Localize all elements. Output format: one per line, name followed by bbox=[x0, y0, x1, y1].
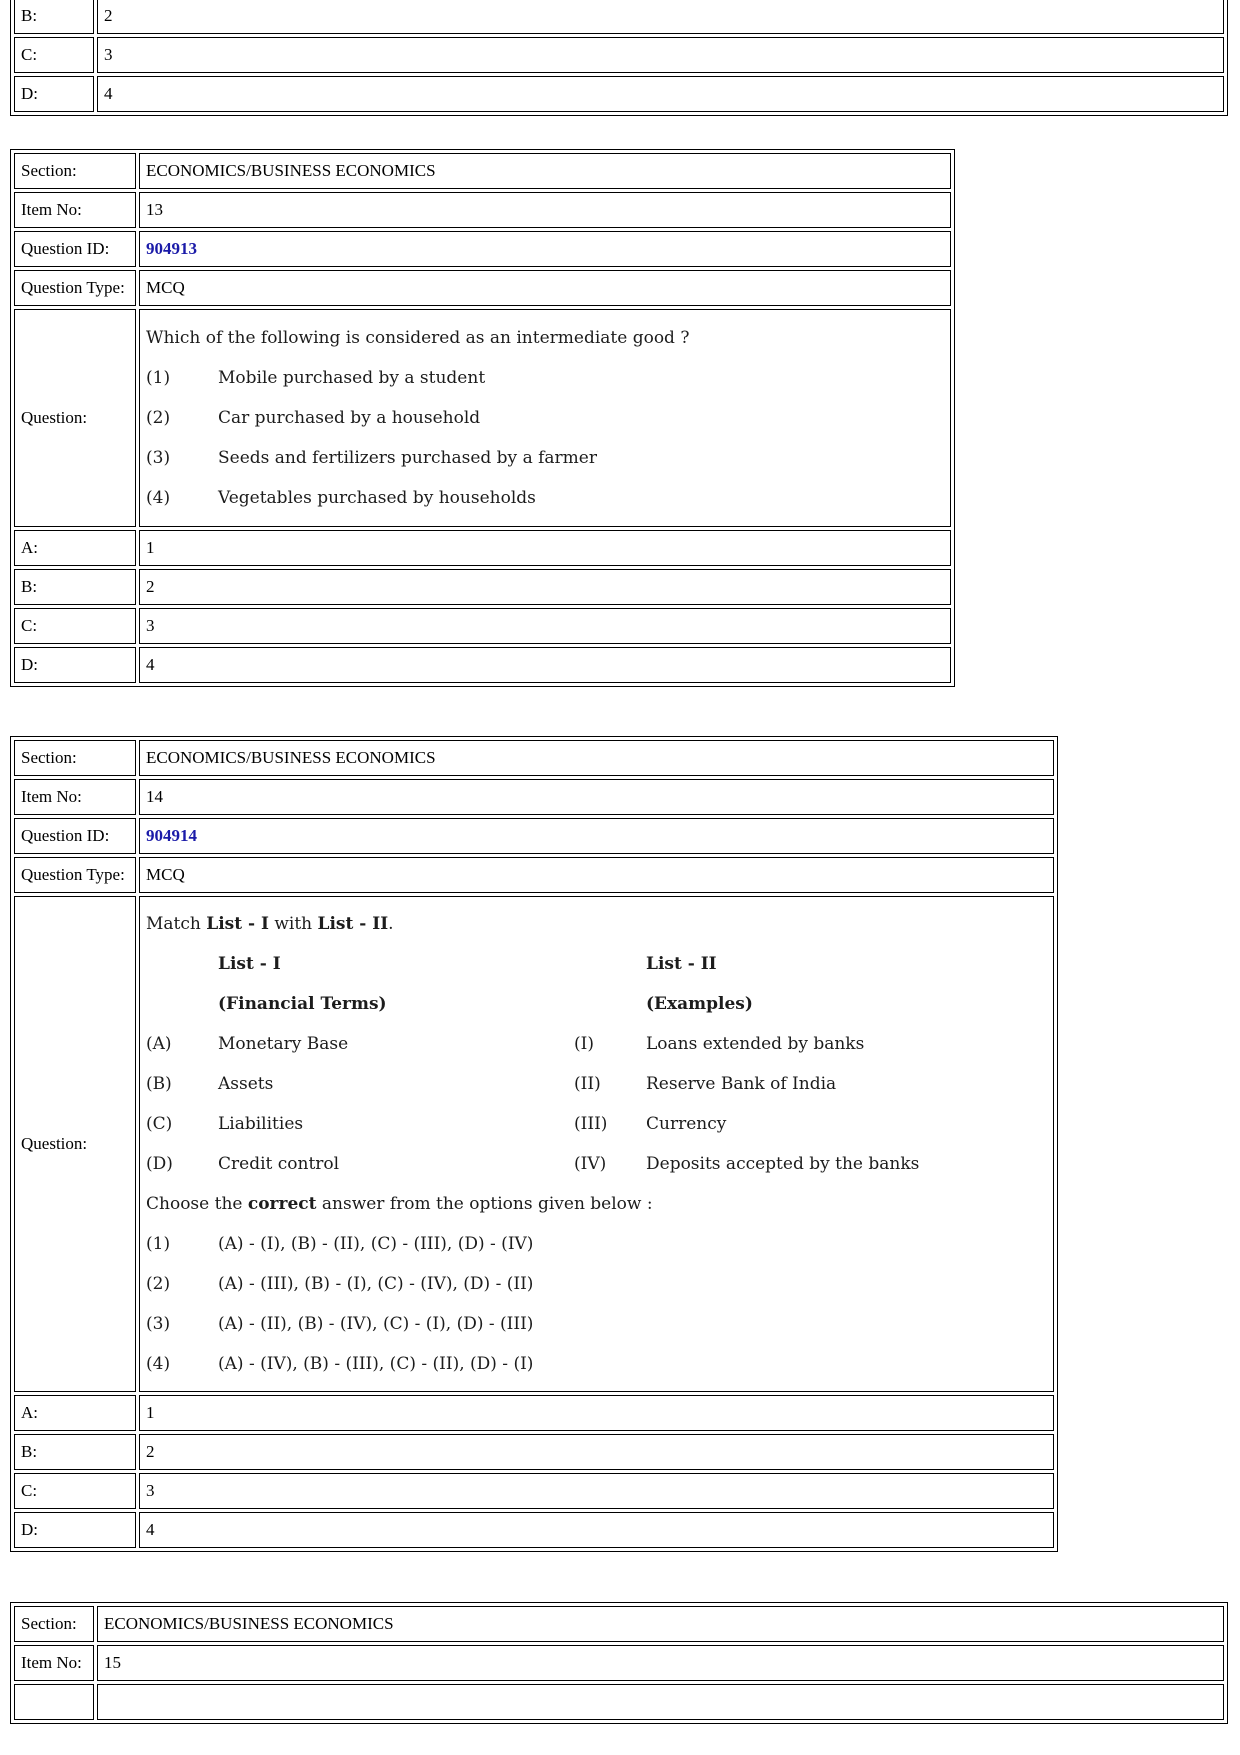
option-number: (4) bbox=[146, 1354, 171, 1374]
stem-text: with bbox=[268, 914, 318, 934]
question-type-value: MCQ bbox=[139, 270, 951, 306]
list-1-number: (A) bbox=[146, 1034, 172, 1054]
list-2-number: (II) bbox=[574, 1074, 601, 1094]
option-a-label: A: bbox=[14, 530, 136, 566]
list-2-item: Reserve Bank of India bbox=[646, 1074, 837, 1094]
list-1-item: Monetary Base bbox=[218, 1034, 349, 1054]
item-no-value: 15 bbox=[97, 1645, 1224, 1681]
question-id-label: Question ID: bbox=[14, 818, 136, 854]
option-b-value: 2 bbox=[97, 0, 1224, 34]
question-type-label: Question Type: bbox=[14, 270, 136, 306]
stem-bold-list-1: List - I bbox=[206, 914, 269, 934]
option-c-label: C: bbox=[14, 37, 94, 73]
item-no-value: 14 bbox=[139, 779, 1054, 815]
item-no-value: 13 bbox=[139, 192, 951, 228]
section-label: Section: bbox=[14, 1606, 94, 1642]
question-content bbox=[139, 896, 1054, 1392]
question-block-13 bbox=[10, 149, 955, 687]
question-block-previous bbox=[10, 0, 1228, 116]
option-d-label: D: bbox=[14, 76, 94, 112]
option-line-2 bbox=[146, 398, 944, 438]
question-block-15 bbox=[10, 1602, 1228, 1724]
question-block-14 bbox=[10, 736, 1058, 1552]
question-label: Question: bbox=[14, 896, 136, 1392]
stem-text: Match bbox=[146, 914, 207, 934]
option-c-value: 3 bbox=[139, 608, 951, 644]
instruction-text: answer from the options given below : bbox=[316, 1194, 653, 1214]
option-b-value: 2 bbox=[139, 569, 951, 605]
option-number: (2) bbox=[146, 1274, 171, 1294]
option-c-label: C: bbox=[14, 608, 136, 644]
option-number: (1) bbox=[146, 368, 171, 388]
option-c-value: 3 bbox=[139, 1473, 1054, 1509]
list-1-number: (B) bbox=[146, 1074, 172, 1094]
list-2-item: Currency bbox=[646, 1114, 727, 1134]
option-b-value: 2 bbox=[139, 1434, 1054, 1470]
list-2-number: (I) bbox=[574, 1034, 594, 1054]
match-row bbox=[146, 1104, 1047, 1144]
option-a-value: 1 bbox=[139, 1395, 1054, 1431]
option-number: (3) bbox=[146, 448, 171, 468]
list-2-header: List - II bbox=[646, 954, 717, 974]
option-b-label: B: bbox=[14, 569, 136, 605]
option-text: (A) - (I), (B) - (II), (C) - (III), (D) - (IV) bbox=[218, 1234, 534, 1254]
truncated-row-value bbox=[97, 1684, 1224, 1720]
list-subheaders bbox=[146, 984, 1047, 1024]
item-no-label: Item No: bbox=[14, 192, 136, 228]
list-1-item: Assets bbox=[218, 1074, 274, 1094]
question-id-value: 904914 bbox=[139, 818, 1054, 854]
list-2-item: Deposits accepted by the banks bbox=[646, 1154, 920, 1174]
match-row bbox=[146, 1024, 1047, 1064]
option-a-value: 1 bbox=[139, 530, 951, 566]
option-number: (4) bbox=[146, 488, 171, 508]
list-1-header: List - I bbox=[218, 954, 281, 974]
list-2-subheader: (Examples) bbox=[646, 994, 753, 1014]
option-text: Car purchased by a household bbox=[218, 408, 481, 428]
list-headers bbox=[146, 944, 1047, 984]
question-stem: Which of the following is considered as an intermediate good ? bbox=[146, 328, 690, 348]
option-line-1 bbox=[146, 358, 944, 398]
list-2-number: (IV) bbox=[574, 1154, 607, 1174]
question-type-label: Question Type: bbox=[14, 857, 136, 893]
stem-bold-list-2: List - II bbox=[317, 914, 389, 934]
item-no-label: Item No: bbox=[14, 1645, 94, 1681]
section-label: Section: bbox=[14, 740, 136, 776]
question-content bbox=[139, 309, 951, 527]
match-row bbox=[146, 1144, 1047, 1184]
option-c-label: C: bbox=[14, 1473, 136, 1509]
instruction-bold: correct bbox=[247, 1194, 317, 1214]
option-c-value: 3 bbox=[97, 37, 1224, 73]
section-value: ECONOMICS/BUSINESS ECONOMICS bbox=[139, 153, 951, 189]
section-value: ECONOMICS/BUSINESS ECONOMICS bbox=[139, 740, 1054, 776]
question-id-value: 904913 bbox=[139, 231, 951, 267]
option-d-label: D: bbox=[14, 1512, 136, 1548]
list-1-item: Liabilities bbox=[218, 1114, 304, 1134]
stem-text: . bbox=[388, 914, 394, 934]
question-stem bbox=[146, 904, 1047, 944]
list-1-number: (C) bbox=[146, 1114, 173, 1134]
option-text: (A) - (II), (B) - (IV), (C) - (I), (D) - (III) bbox=[218, 1314, 534, 1334]
option-line-3 bbox=[146, 438, 944, 478]
section-label: Section: bbox=[14, 153, 136, 189]
instruction-text: Choose the bbox=[146, 1194, 248, 1214]
option-b-label: B: bbox=[14, 1434, 136, 1470]
item-no-label: Item No: bbox=[14, 779, 136, 815]
option-d-value: 4 bbox=[97, 76, 1224, 112]
option-text: Mobile purchased by a student bbox=[218, 368, 486, 388]
option-line-3 bbox=[146, 1304, 1047, 1344]
option-b-label: B: bbox=[14, 0, 94, 34]
option-number: (1) bbox=[146, 1234, 171, 1254]
option-d-value: 4 bbox=[139, 1512, 1054, 1548]
list-1-subheader: (Financial Terms) bbox=[218, 994, 387, 1014]
option-text: (A) - (IV), (B) - (III), (C) - (II), (D) - (I) bbox=[218, 1354, 534, 1374]
list-1-number: (D) bbox=[146, 1154, 173, 1174]
choose-instruction bbox=[146, 1184, 1047, 1224]
option-line-2 bbox=[146, 1264, 1047, 1304]
list-2-item: Loans extended by banks bbox=[646, 1034, 865, 1054]
option-number: (3) bbox=[146, 1314, 171, 1334]
match-row bbox=[146, 1064, 1047, 1104]
option-d-label: D: bbox=[14, 647, 136, 683]
list-1-item: Credit control bbox=[218, 1154, 340, 1174]
question-id-label: Question ID: bbox=[14, 231, 136, 267]
option-text: (A) - (III), (B) - (I), (C) - (IV), (D) - (II) bbox=[218, 1274, 534, 1294]
option-line-4 bbox=[146, 1344, 1047, 1384]
option-text: Seeds and fertilizers purchased by a farmer bbox=[218, 448, 597, 468]
question-label: Question: bbox=[14, 309, 136, 527]
truncated-row-label bbox=[14, 1684, 94, 1720]
option-number: (2) bbox=[146, 408, 171, 428]
list-2-number: (III) bbox=[574, 1114, 608, 1134]
option-line-1 bbox=[146, 1224, 1047, 1264]
section-value: ECONOMICS/BUSINESS ECONOMICS bbox=[97, 1606, 1224, 1642]
question-type-value: MCQ bbox=[139, 857, 1054, 893]
option-a-label: A: bbox=[14, 1395, 136, 1431]
option-line-4 bbox=[146, 478, 944, 518]
option-d-value: 4 bbox=[139, 647, 951, 683]
option-text: Vegetables purchased by households bbox=[218, 488, 536, 508]
